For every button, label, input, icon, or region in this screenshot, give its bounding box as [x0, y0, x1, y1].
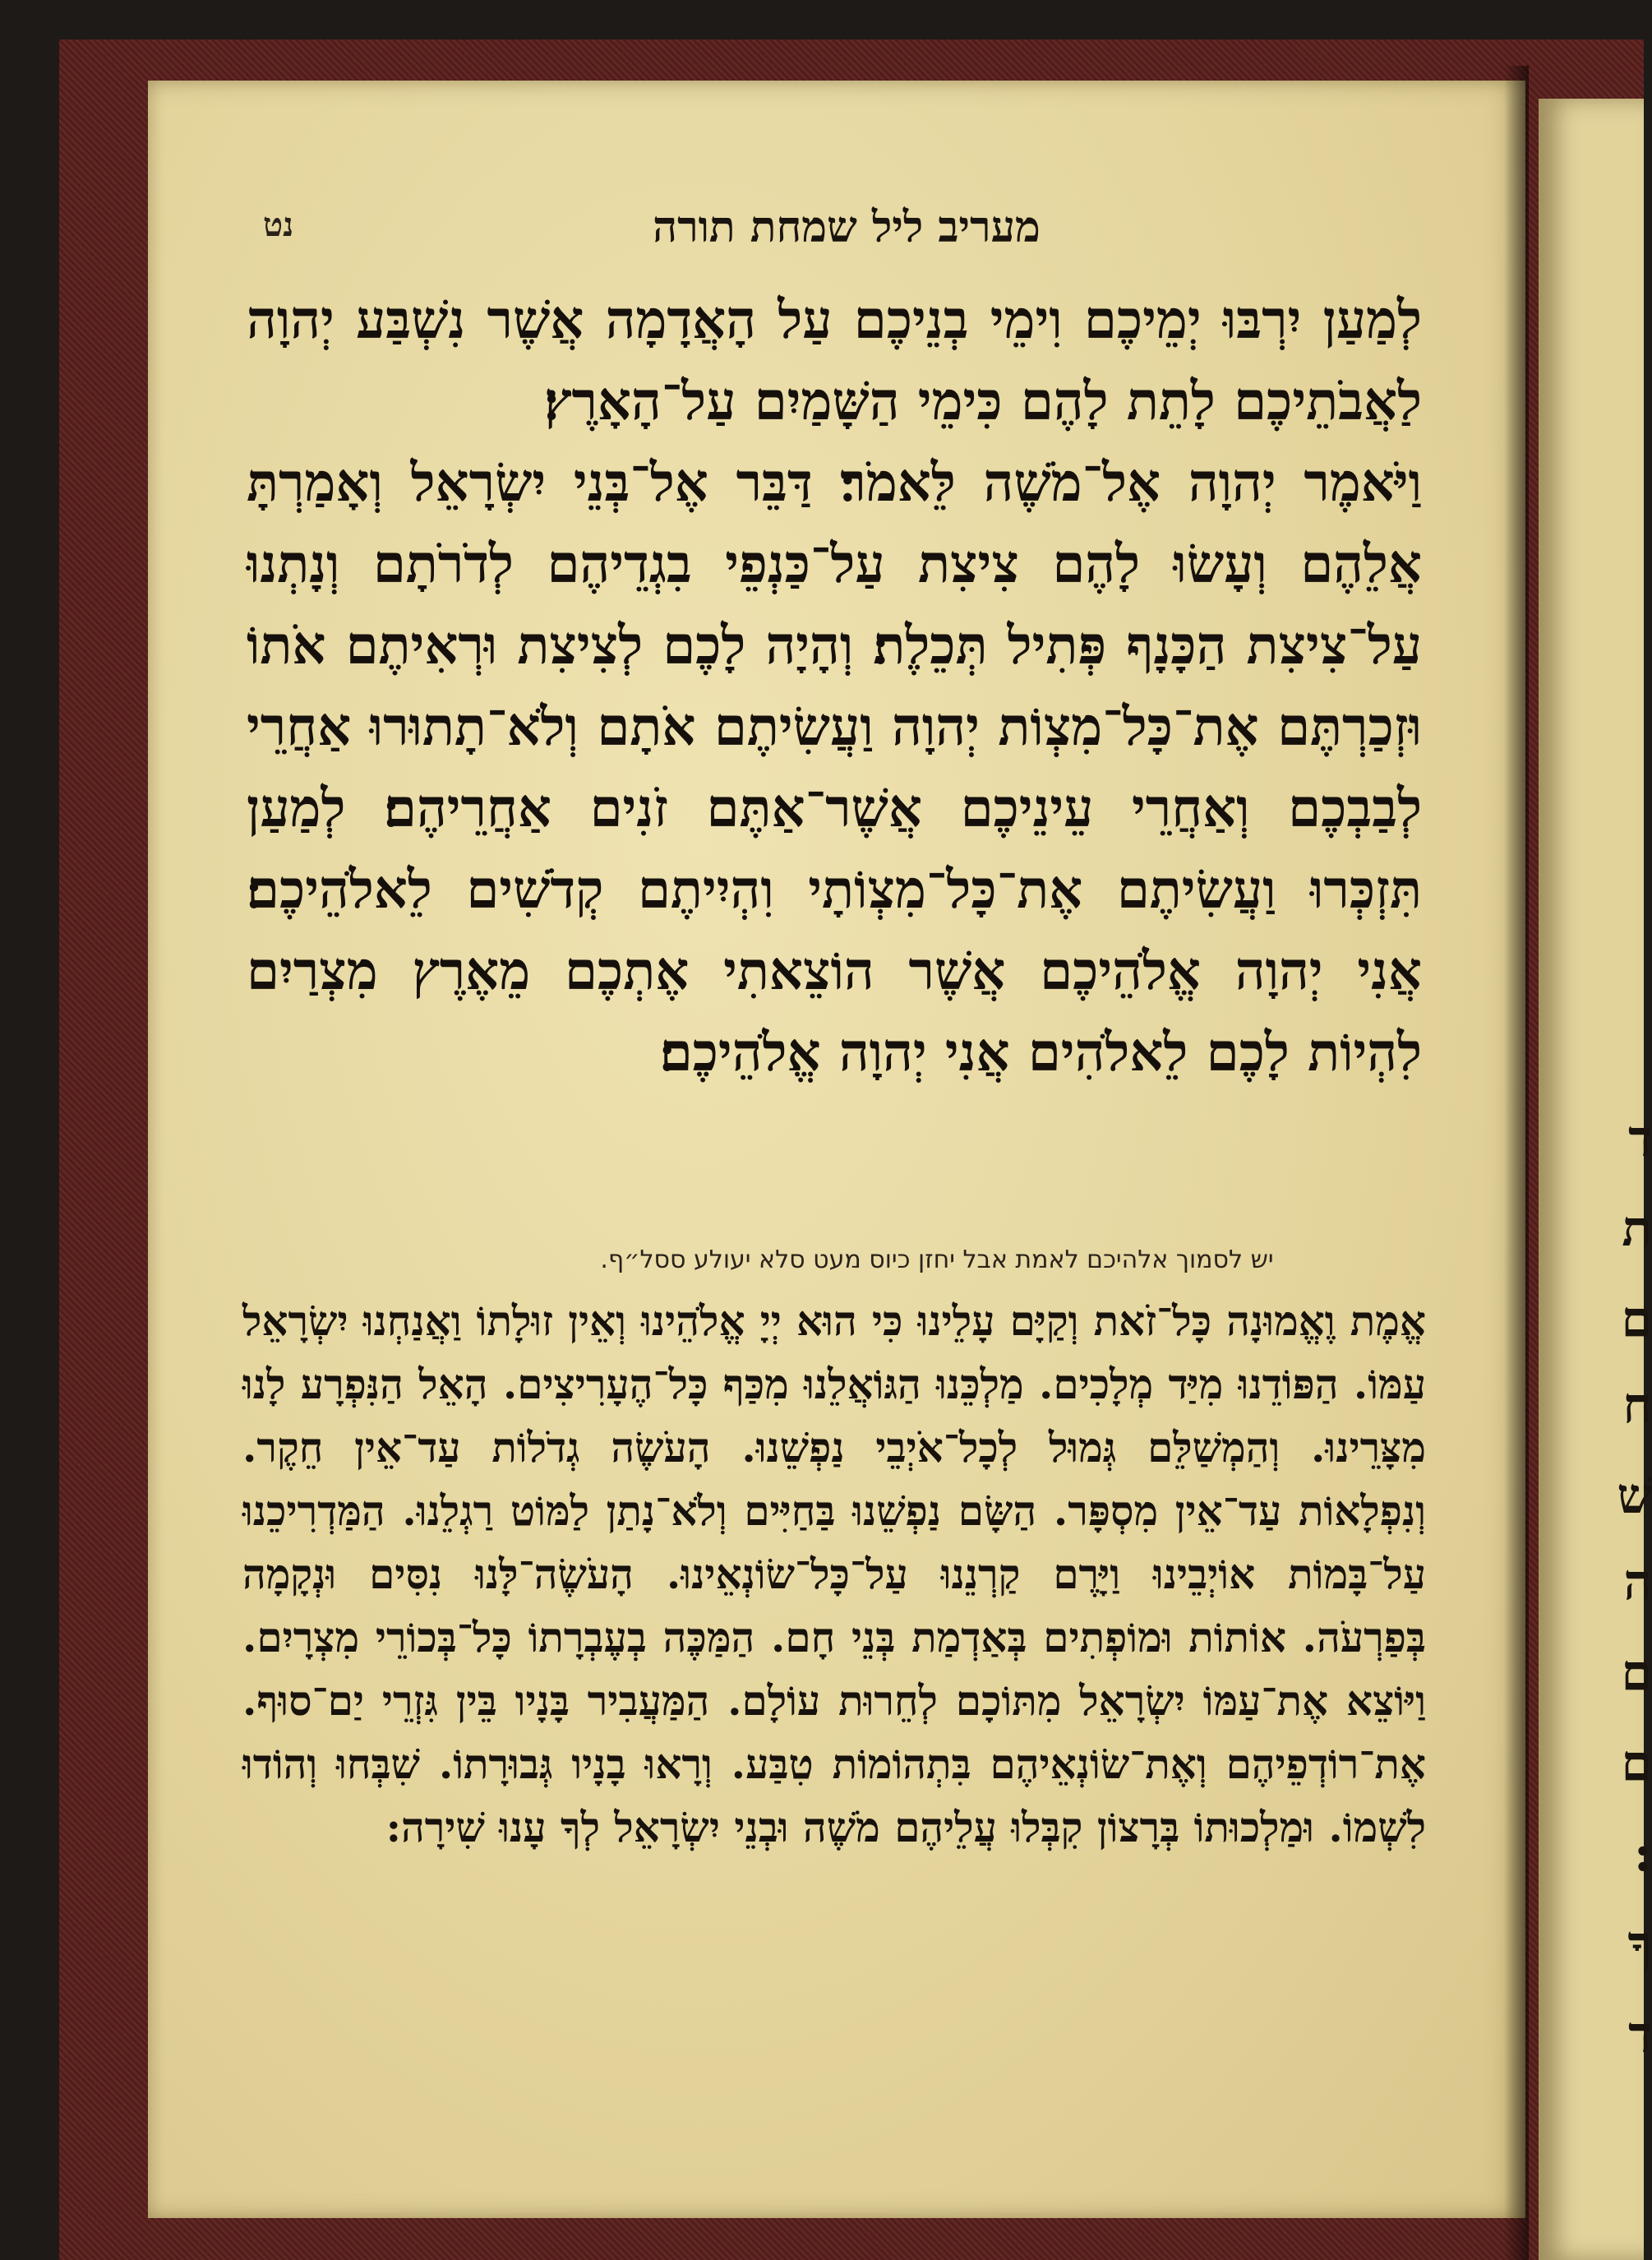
page-number: נט	[263, 206, 294, 244]
adjacent-page-fragment: ה	[1623, 1554, 1652, 1611]
text-paragraph: וַיֹּאמֶר יְהוָה אֶל־מֹשֶׁה לֵּאמֹר׃ דַּבֵּר אֶל־בְּנֵי יִשְׂרָאֵל וְאָמַרְתָּ אֲלֵהֶם וְעָשׂוּ לָהֶם צִיצִת עַל־כַּנְפֵי בִגְדֵיהֶם לְדֹרֹתָם וְנָתְנוּ עַל־צִיצִת הַכָּנָף פְּתִיל תְּכֵלֶת׃ וְהָיָה לָכֶם לְצִיצִת וּרְאִיתֶם אֹתוֹ וּזְכַרְתֶּם אֶת־כָּל־מִצְוֹת יְהוָה וַעֲשִׂיתֶם אֹתָם וְלֹא־תָתוּרוּ אַחֲרֵי לְבַבְכֶם וְאַחֲרֵי עֵינֵיכֶם אֲשֶׁר־אַתֶּם זֹנִים אַחֲרֵיהֶם׃ לְמַעַן תִּזְכְּרוּ וַעֲשִׂיתֶם אֶת־כָּל־מִצְוֹתָי וִהְיִיתֶם קְדֹשִׁים לֵאלֹהֵיכֶם׃ אֲנִי יְהוָה אֱלֹהֵיכֶם אֲשֶׁר הוֹצֵאתִי אֶתְכֶם מֵאֶרֶץ מִצְרַיִם לִהְיוֹת לָכֶם לֵאלֹהִים אֲנִי יְהוָה אֱלֹהֵיכֶם׃	[247, 452, 1423, 1084]
adjacent-page-fragment: ם	[1621, 1291, 1652, 1348]
text-paragraph: לְמַעַן יִרְבּוּ יְמֵיכֶם וִימֵי בְנֵיכֶם עַל הָאֲדָמָה אֲשֶׁר נִשְׁבַּע יְהוָה לַאֲבֹתֵיכֶם לָתֵת לָהֶם כִּימֵי הַשָּׁמַיִם עַל־הָאָרֶץ׃	[247, 289, 1422, 432]
adjacent-page-edge	[1539, 99, 1652, 2260]
running-title: מעריב ליל שמחת תורה	[653, 202, 1041, 252]
adjacent-page-fragment: ד	[1628, 1110, 1652, 1167]
main-text-small	[242, 1289, 1426, 1859]
adjacent-page-fragment: שׁ	[1617, 1467, 1652, 1525]
adjacent-page-fragment: ךָ	[1627, 1916, 1652, 1973]
adjacent-page-fragment: ד	[1628, 2006, 1652, 2064]
gutter-shadow	[1504, 66, 1529, 2260]
adjacent-page-fragment: ם	[1621, 1644, 1652, 1702]
adjacent-page-fragment: ת	[1622, 1200, 1652, 1258]
rubric-note: יש לסמוך אלהיכם לאמת אבל יחזן כיוס מעט סלא יעולע ססל״ף.	[600, 1246, 1274, 1274]
text-paragraph: אֱמֶת וֶאֱמוּנָה כָּל־זֹאת וְקַיָּם עָלֵינוּ כִּי הוּא יְיָ אֱלֹהֵינוּ וְאֵין זוּלָתוֹ וַאֲנַחְנוּ יִשְׂרָאֵל עַמּוֹ. הַפּוֹדֵנוּ מִיַּד מְלָכִים. מַלְכֵּנוּ הַגּוֹאֲלֵנוּ מִכַּף כָּל־הֶעָרִיצִים. הָאֵל הַנִּפְרָע לָנוּ מִצָּרֵינוּ. וְהַמְשַׁלֵּם גְּמוּל לְכָל־אֹיְבֵי נַפְשֵׁנוּ. הָעֹשֶׂה גְדֹלוֹת עַד־אֵין חֵקֶר. וְנִפְלָאוֹת עַד־אֵין מִסְפָּר. הַשָּׂם נַפְשֵׁנוּ בַּחַיִּים וְלֹא־נָתַן לַמּוֹט רַגְלֵנוּ. הַמַּדְרִיכֵנוּ עַל־בָּמוֹת אוֹיְבֵינוּ וַיָּרֶם קַרְנֵנוּ עַל־כָּל־שׂוֹנְאֵינוּ. הָעֹשֶׂה־לָּנוּ נִסִּים וּנְקָמָה בְּפַרְעֹה. אוֹתוֹת וּמוֹפְתִים בְּאַדְמַת בְּנֵי חָם. הַמַּכֶּה בְעֶבְרָתוֹ כָּל־בְּכוֹרֵי מִצְרָיִם. וַיּוֹצֵא אֶת־עַמּוֹ יִשְׂרָאֵל מִתּוֹכָם לְחֵרוּת עוֹלָם. הַמַּעֲבִיר בָּנָיו בֵּין גִּזְרֵי יַם־סוּף. אֶת־רוֹדְפֵיהֶם וְאֶת־שׂוֹנְאֵיהֶם בִּתְהוֹמוֹת טִבַּע. וְרָאוּ בָנָיו גְּבוּרָתוֹ. שִׁבְּחוּ וְהוֹדוּ לִשְׁמוֹ. וּמַלְכוּתוֹ בְּרָצוֹן קִבְּלוּ עֲלֵיהֶם מֹשֶׁה וּבְנֵי יִשְׂרָאֵל לְךָ עָנוּ שִׁירָה:	[242, 1296, 1426, 1851]
adjacent-page-fragment: ח	[1622, 1377, 1652, 1435]
adjacent-page-fragment: ם	[1621, 1735, 1652, 1792]
adjacent-page-fragment: :	[1633, 1825, 1652, 1883]
page-header	[263, 202, 1430, 271]
main-text-large	[247, 280, 1422, 1093]
